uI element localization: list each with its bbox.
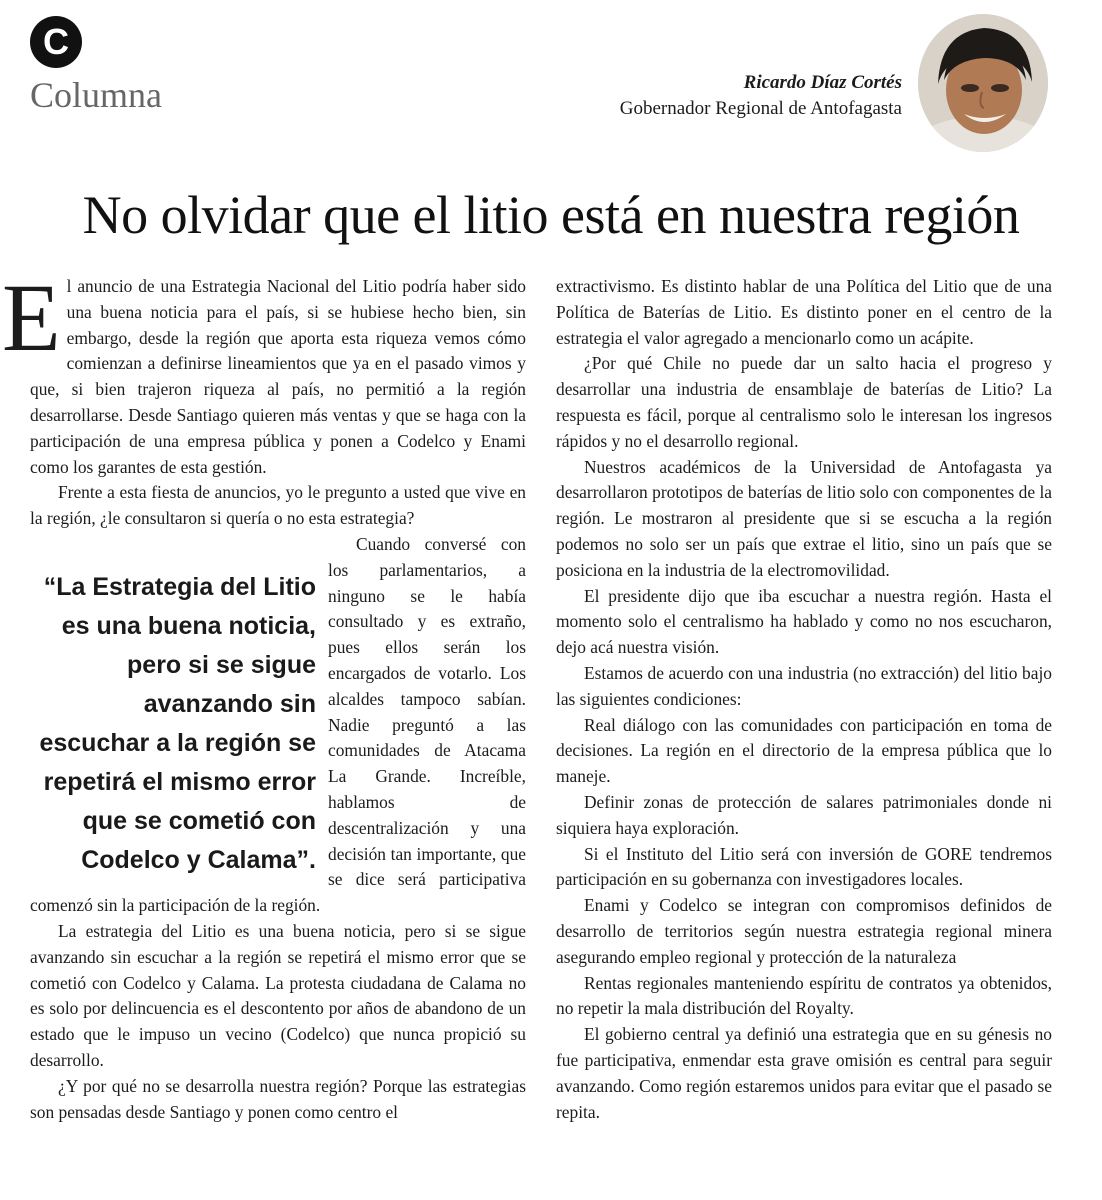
body-paragraph: Nuestros académicos de la Universidad de Antofagasta ya desarrollaron prototipos de baterías de litio solo con componentes de la región. Le mostraron al presidente que si se escucha a la región podemos no solo ser un país que extrae el litio, sino un país que se posiciona en la industria de la electromovilidad.	[556, 456, 1052, 580]
body-paragraph: Rentas regionales manteniendo espíritu de contratos ya obtenidos, no repetir la mala distribución del Royalty.	[556, 972, 1052, 1019]
body-paragraph: Definir zonas de protección de salares patrimoniales donde ni siquiera haya exploración.	[556, 791, 1052, 838]
body-paragraph: ¿Y por qué no se desarrolla nuestra región? Porque las estrategias son pensadas desde Santiago y ponen como centro el	[30, 1075, 526, 1122]
article-column-right	[556, 274, 1052, 1125]
body-paragraph: extractivismo. Es distinto hablar de una Política del Litio que de una Política de Baterías de Litio. Es distinto poner en el centro de la estrategia el valor agregado a mencionarlo como un acápite.	[556, 276, 1052, 348]
author-name: Ricardo Díaz Cortés	[743, 72, 902, 93]
body-paragraph: Enami y Codelco se integran con compromisos definidos de desarrollo de territorios según nuestra estrategia regional minera asegurando empleo regional y protección de la naturaleza	[556, 895, 1052, 967]
section-label: Columna	[30, 75, 162, 115]
body-paragraph: Real diálogo con las comunidades con participación en toma de decisiones. La región en el directorio de la empresa pública que lo maneje.	[556, 714, 1052, 787]
drop-cap: E	[2, 264, 61, 371]
body-paragraph: ¿Por qué Chile no puede dar un salto hacia el progreso y desarrollar una industria de ensamblaje de baterías de Litio? La respuesta es fácil, porque al centralismo solo le interesan los ingresos rápidos y no el desarrollo regional.	[556, 353, 1052, 451]
body-paragraph: Cuando conversé con los parlamentarios, a ninguno se le había consultado y es extraño, pues ellos serán los encargados de votarlo. Los alcaldes tampoco sabían. Nadie preguntó a las comunidades de Atacama La Grande. Increíble, hablamos de descentralización y una decisión tan importante, que se dice será participativa comenzó sin la participación de la región.	[30, 533, 526, 916]
headline: No olvidar que el litio está en nuestra región	[82, 185, 1020, 245]
section-badge: C	[30, 16, 82, 68]
body-paragraph: El anuncio de una Estrategia Nacional del Litio podría haber sido una buena noticia para el país, si se hubiese hecho bien, sin embargo, desde la región que aporta esta riqueza vemos cómo comienzan a definirse lineamientos que ya en el pasado vimos y que, si bien trajeron riqueza al país, no permitió a la región desarrollarse. Desde Santiago quieren más ventas y que se haga con la participación de una empresa pública y ponen a Codelco y Enami como los garantes de esta gestión.	[2, 264, 526, 477]
body-paragraph: Estamos de acuerdo con una industria (no extracción) del litio bajo las siguientes condiciones:	[556, 662, 1052, 709]
author-portrait	[918, 14, 1048, 152]
body-paragraph: Si el Instituto del Litio será con inversión de GORE tendremos participación en su gobernanza con investigadores locales.	[556, 843, 1052, 890]
body-paragraph: La estrategia del Litio es una buena noticia, pero si se sigue avanzando sin escuchar a la región se repetirá el mismo error que se cometió con Codelco y Calama. La protesta ciudadana de Calama no es solo por delincuencia es el descontento por años de abandono de un estado que le impuso un vecino (Codelco) que nunca propició su desarrollo.	[30, 920, 526, 1070]
article-column-left	[2, 264, 526, 1125]
pull-quote: “La Estrategia del Litio es una buena noticia, pero si se sigue avanzando sin escuchar a la región se repetirá el mismo error que se cometió con Codelco y Calama”.	[39, 572, 316, 874]
body-paragraph: El presidente dijo que iba escuchar a nuestra región. Hasta el momento solo el centralismo ha hablado y como no nos escucharon, dejo acá nuestra visión.	[556, 585, 1052, 658]
author-role: Gobernador Regional de Antofagasta	[619, 98, 902, 119]
body-paragraph: Frente a esta fiesta de anuncios, yo le pregunto a usted que vive en la región, ¿le consultaron si quería o no esta estrategia?	[30, 482, 526, 529]
column-header	[0, 0, 1102, 165]
author-portrait-icon	[918, 14, 1048, 152]
byline	[620, 70, 902, 122]
body-paragraph: El gobierno central ya definió una estrategia que en su génesis no fue participativa, enmendar esta grave omisión es central para seguir avanzando. Como región estaremos unidos para evitar que el pasado se repita.	[556, 1024, 1052, 1122]
